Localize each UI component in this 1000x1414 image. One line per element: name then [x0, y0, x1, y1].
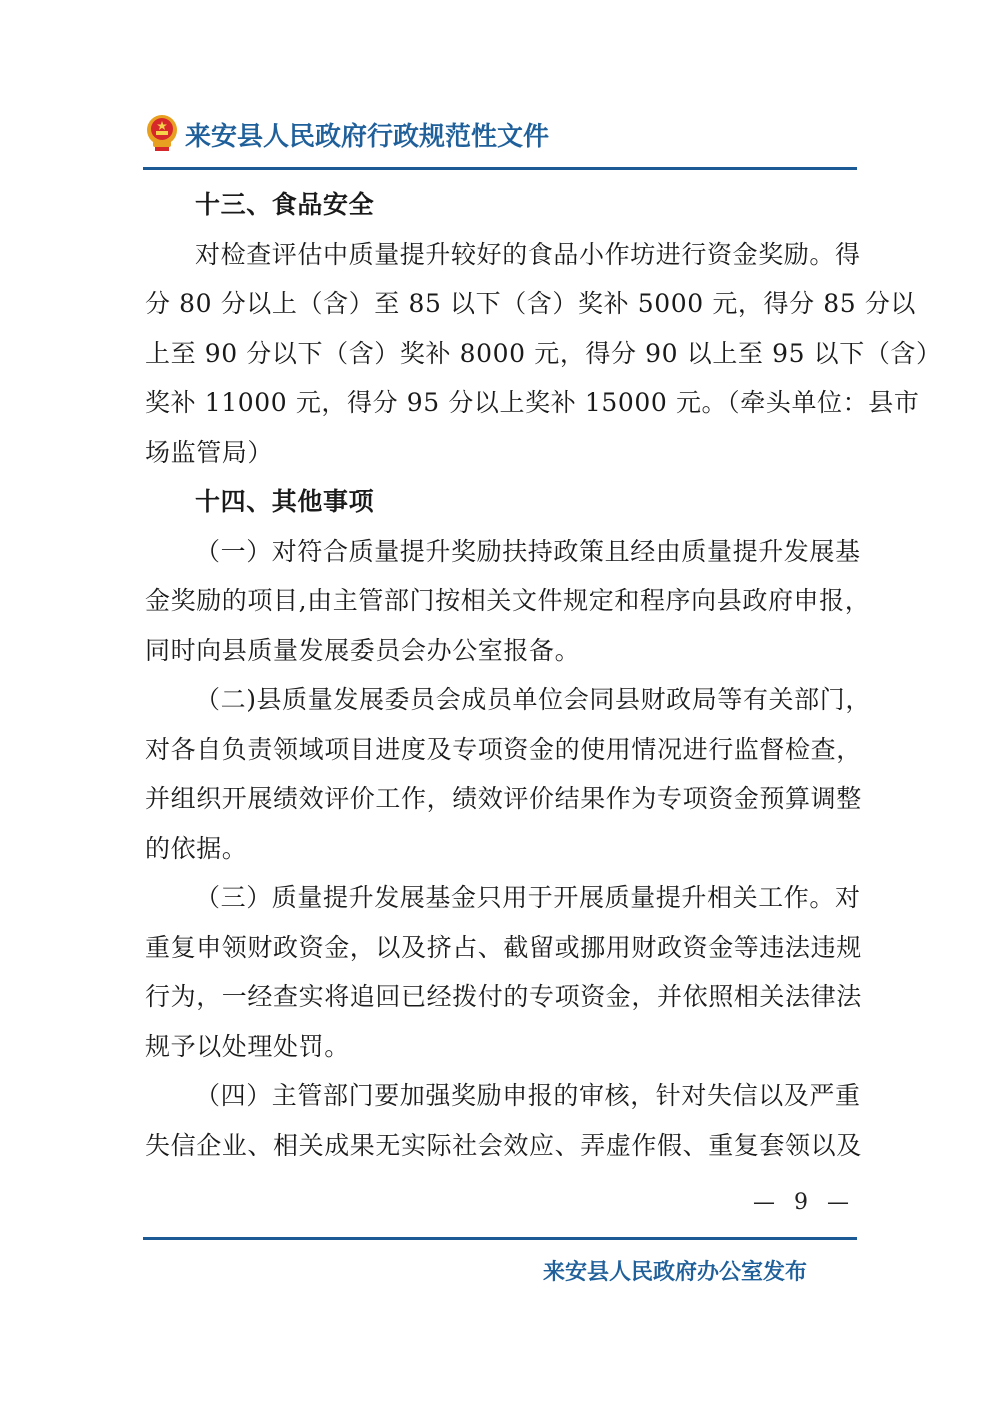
- document-body: [145, 180, 942, 1170]
- document-header: [145, 112, 549, 156]
- paragraph-line: 上至 90 分以下（含）奖补 8000 元，得分 90 以上至 95 以下（含）: [145, 338, 942, 368]
- paragraph-line: 对各自负责领域项目进度及专项资金的使用情况进行监督检查，: [145, 734, 862, 764]
- paragraph-line: （三）质量提升发展基金只用于开展质量提升相关工作。对: [195, 883, 861, 912]
- paragraph-line: 金奖励的项目,由主管部门按相关文件规定和程序向县政府申报，: [145, 586, 871, 615]
- paragraph-line: 行为，一经查实将追回已经拨付的专项资金，并依照相关法律法: [145, 982, 862, 1011]
- section-heading-other-matters: 十四、其他事项: [195, 487, 375, 516]
- paragraph-line: （四）主管部门要加强奖励申报的审核，针对失信以及严重: [195, 1081, 861, 1110]
- paragraph-line: 重复申领财政资金，以及挤占、截留或挪用财政资金等违法违规: [145, 932, 862, 962]
- section-heading-food-safety: 十三、食品安全: [195, 190, 375, 219]
- footer-divider: [143, 1237, 857, 1240]
- paragraph-line: 对检查评估中质量提升较好的食品小作坊进行资金奖励。得: [195, 239, 861, 269]
- paragraph-line: 场监管局）: [145, 437, 274, 467]
- paragraph-line: 同时向县质量发展委员会办公室报备。: [145, 635, 581, 665]
- header-divider: [143, 167, 857, 170]
- page-number: — 9 —: [753, 1190, 855, 1215]
- paragraph-line: （二)县质量发展委员会成员单位会同县财政局等有关部门，: [195, 685, 871, 714]
- paragraph-line: 失信企业、相关成果无实际社会效应、弄虚作假、重复套领以及: [145, 1130, 862, 1160]
- paragraph-line: 并组织开展绩效评价工作，绩效评价结果作为专项资金预算调整: [145, 784, 862, 813]
- paragraph-line: 规予以处理处罚。: [145, 1031, 350, 1061]
- national-emblem-icon: [145, 114, 179, 154]
- paragraph-line: （一）对符合质量提升奖励扶持政策且经由质量提升发展基: [195, 536, 861, 566]
- paragraph-line: 的依据。: [145, 833, 248, 863]
- paragraph-line: 分 80 分以上（含）至 85 以下（含）奖补 5000 元，得分 85 分以: [145, 289, 917, 318]
- document-series-title: 来安县人民政府行政规范性文件: [185, 121, 550, 152]
- paragraph-line: 奖补 11000 元，得分 95 分以上奖补 15000 元。（牵头单位：县市: [145, 388, 920, 417]
- publisher-footer: 来安县人民政府办公室发布: [543, 1260, 808, 1285]
